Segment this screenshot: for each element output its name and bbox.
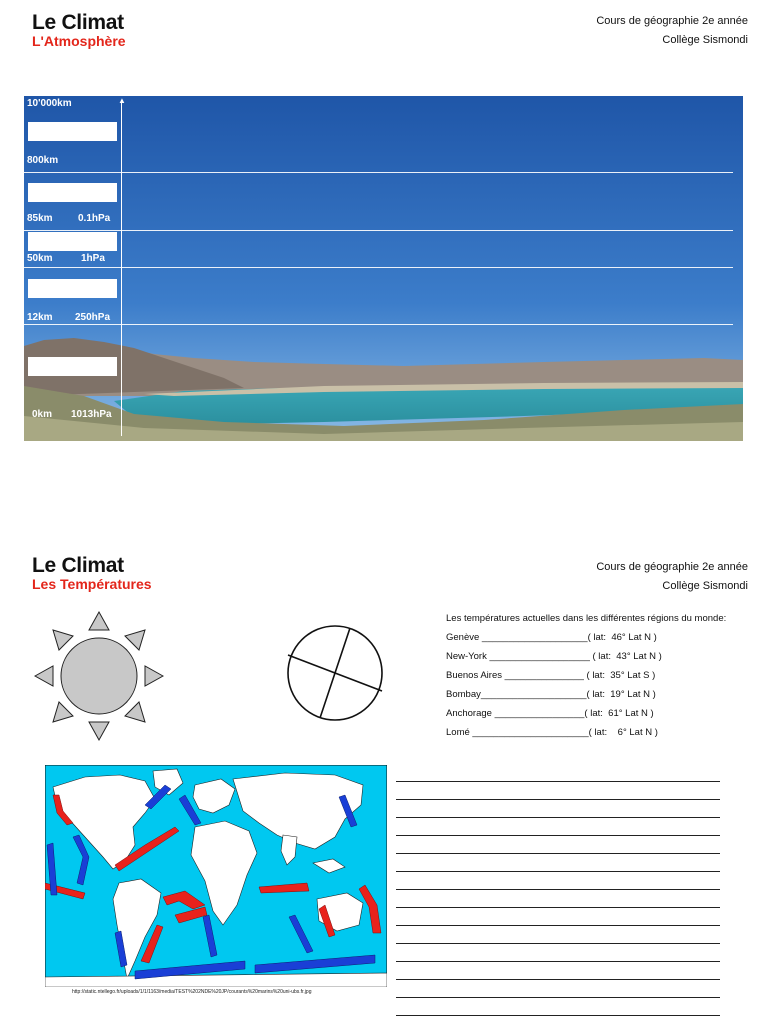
altitude-label: 85km xyxy=(27,213,53,224)
school-name: Collège Sismondi xyxy=(662,580,748,592)
answer-line[interactable] xyxy=(396,817,720,818)
layer-boundary-line xyxy=(24,324,733,325)
pressure-label: 0.1hPa xyxy=(78,213,111,224)
answer-line[interactable] xyxy=(396,889,720,890)
sun-icon xyxy=(33,610,165,742)
atmosphere-photo xyxy=(24,96,743,441)
page-title: Le Climat xyxy=(32,554,124,577)
temperature-question: Les températures actuelles dans les différentes régions du monde: xyxy=(446,613,727,624)
layer-name-box[interactable] xyxy=(28,232,117,251)
page-subtitle: L'Atmosphère xyxy=(32,33,126,49)
answer-line[interactable] xyxy=(396,925,720,926)
page-title: Le Climat xyxy=(32,11,124,34)
layer-name-box[interactable] xyxy=(28,122,117,141)
layer-boundary-line xyxy=(24,230,733,231)
pressure-label: 250hPa xyxy=(75,312,111,323)
pressure-label: 1013hPa xyxy=(71,409,112,420)
city-row-lome[interactable]: Lomé ______________________( lat: 6° Lat N ) xyxy=(446,727,658,738)
altitude-label: 12km xyxy=(27,312,53,323)
answer-line[interactable] xyxy=(396,1015,720,1016)
layer-name-box[interactable] xyxy=(28,183,117,202)
altitude-axis xyxy=(121,100,122,436)
answer-line[interactable] xyxy=(396,961,720,962)
course-info xyxy=(596,12,748,50)
layer-boundary-line xyxy=(24,267,733,268)
altitude-label: 0km xyxy=(32,409,53,420)
answer-line[interactable] xyxy=(396,871,720,872)
answer-line[interactable] xyxy=(396,979,720,980)
city-row-geneve[interactable]: Genève ____________________( lat: 46° Lat N ) xyxy=(446,632,657,643)
layer-name-box[interactable] xyxy=(28,357,117,376)
answer-line[interactable] xyxy=(396,997,720,998)
answer-line[interactable] xyxy=(396,799,720,800)
course-name: Cours de géographie 2e année xyxy=(596,15,748,27)
pressure-label: 1hPa xyxy=(81,253,105,264)
axis-arrow-icon: ▲ xyxy=(118,96,126,105)
city-row-new-york[interactable]: New-York ___________________ ( lat: 43° Lat N ) xyxy=(446,651,662,662)
answer-line[interactable] xyxy=(396,907,720,908)
answer-line[interactable] xyxy=(396,943,720,944)
altitude-label: 10'000km xyxy=(27,98,72,109)
answer-line[interactable] xyxy=(396,835,720,836)
answer-line[interactable] xyxy=(396,853,720,854)
landscape-image xyxy=(24,96,743,441)
course-info xyxy=(596,558,748,596)
city-row-buenos-aires[interactable]: Buenos Aires _______________ ( lat: 35° Lat S ) xyxy=(446,670,656,681)
city-row-bombay[interactable]: Bombay____________________( lat: 19° Lat N ) xyxy=(446,689,656,700)
course-name: Cours de géographie 2e année xyxy=(596,561,748,573)
answer-line[interactable] xyxy=(396,781,720,782)
city-row-anchorage[interactable]: Anchorage _________________( lat: 61° Lat N ) xyxy=(446,708,654,719)
globe-icon xyxy=(285,623,385,723)
school-name: Collège Sismondi xyxy=(662,34,748,46)
page-subtitle: Les Températures xyxy=(32,576,152,592)
map-source-caption: http://static.ntellego.fr/uploads/1/1/1163/media/TEST%202NDE%20JP/courants%20marins%20uni-ubs.fr.jpg xyxy=(72,989,312,995)
altitude-label: 800km xyxy=(27,155,59,166)
ocean-currents-map xyxy=(45,765,387,987)
layer-name-box[interactable] xyxy=(28,279,117,298)
altitude-label: 50km xyxy=(27,253,53,264)
layer-boundary-line xyxy=(24,172,733,173)
